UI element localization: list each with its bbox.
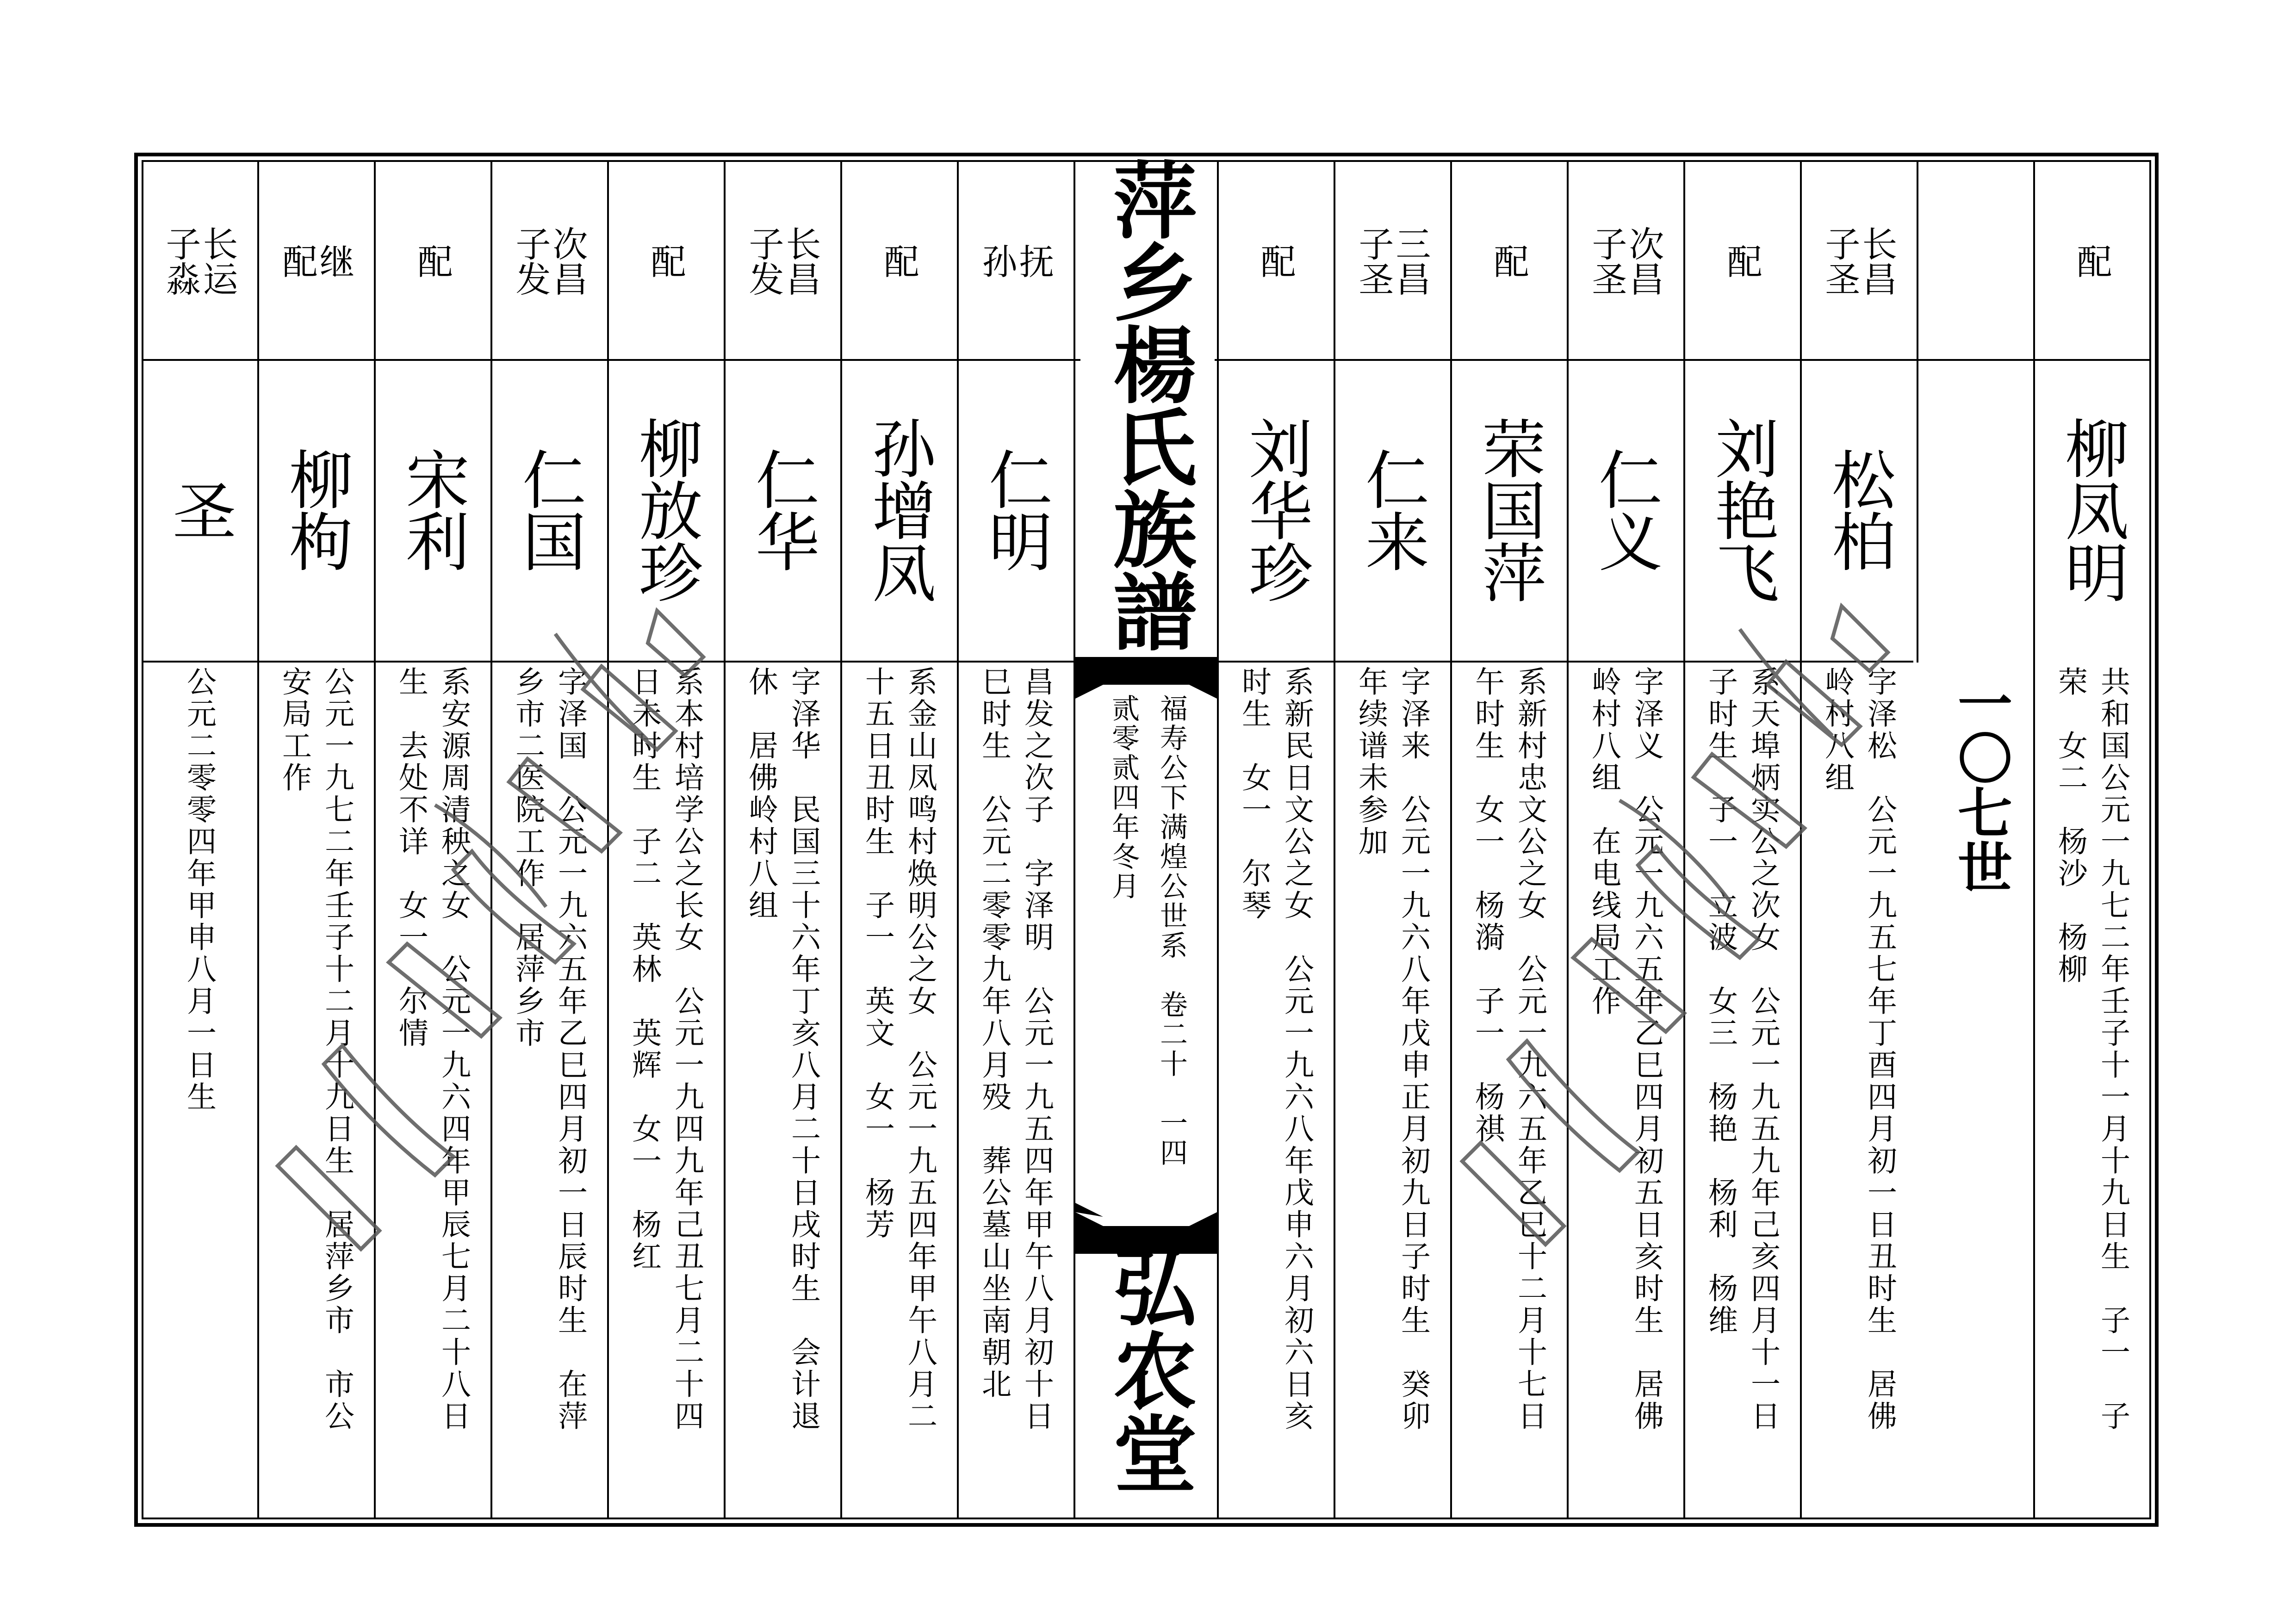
genealogy-title <box>1080 157 1215 652</box>
biography-line: 岭村八组 <box>1820 666 1854 794</box>
relation-text: 配 <box>1488 243 1529 279</box>
relation-text: 配 <box>645 243 686 279</box>
relation-cell <box>1450 162 1567 360</box>
biography-line: 休 居佛岭村八组 <box>744 666 778 922</box>
relation-text: 配 <box>277 243 318 279</box>
biography-line: 十五日丑时生 子一 英文 女一 杨芳 <box>860 666 894 1241</box>
relation-text: 继 <box>314 243 355 279</box>
hall-name-text: 弘农堂 <box>1099 1245 1196 1494</box>
relation-cell <box>1567 162 1683 360</box>
biography-line: 系安源周清秧之女 公元一九六四年甲辰七月二十八日 <box>436 666 471 1432</box>
person-name: 柳放珍 <box>628 416 703 602</box>
biography-line: 日未时生 子二 英林 英辉 女一 杨红 <box>627 666 661 1273</box>
relation-text: 三昌 <box>1390 226 1431 296</box>
person-name: 仁华 <box>745 447 819 571</box>
generation-label-text: 一〇七世 <box>1948 675 2012 894</box>
biography-line: 昌发之次子 字泽明 公元一九五四年甲午八月初十日 <box>1019 666 1054 1432</box>
biography-line: 公元一九七二年壬子十二月十九日生 居萍乡市 市公 <box>320 666 354 1432</box>
relation-cell <box>607 162 724 360</box>
biography-cell <box>957 666 1074 1518</box>
person-name: 宋利 <box>395 447 470 571</box>
relation-text: 子圣 <box>1586 226 1627 296</box>
relation-text: 抚 <box>1013 243 1055 279</box>
relation-text: 配 <box>1721 243 1762 279</box>
relation-text: 长昌 <box>1856 226 1898 296</box>
relation-cell <box>141 162 257 360</box>
person-name: 柳凤明 <box>2054 416 2129 602</box>
person-name-cell <box>141 361 257 657</box>
center-series-info <box>1080 694 1215 1203</box>
biography-line: 系天埠炳实公之次女 公元一九五九年己亥四月十一日 <box>1746 666 1780 1432</box>
biography-cell <box>2033 666 2150 1518</box>
relation-cell <box>1800 162 1917 360</box>
person-name: 柳枸 <box>279 447 353 571</box>
relation-cell <box>374 162 490 360</box>
biography-line: 字泽来 公元一九六八年戊申正月初九日子时生 癸卯 <box>1396 666 1430 1432</box>
relation-cell <box>840 162 957 360</box>
bottom-banner-notch-right <box>1189 1212 1217 1226</box>
person-name: 仁义 <box>1588 447 1663 571</box>
biography-line: 乡市二医院工作 居萍乡市 <box>510 666 545 1049</box>
relation-cell <box>257 162 374 360</box>
hall-name <box>1080 1245 1215 1527</box>
relation-text: 配 <box>1255 243 1296 279</box>
relation-cell <box>724 162 840 360</box>
person-name: 圣 <box>162 478 236 540</box>
biography-line: 午时生 女一 杨漪 子一 杨祺 <box>1470 666 1504 1145</box>
relation-text: 子圣 <box>1819 226 1861 296</box>
watermark-right <box>1425 588 1980 1272</box>
person-name-cell <box>1217 361 1334 657</box>
biography-line: 荣 女二 杨沙 杨柳 <box>2053 666 2087 985</box>
relation-cell <box>2033 162 2150 360</box>
biography-cell <box>141 666 257 1518</box>
biography-line: 系本村培学公之长女 公元一九四九年己丑七月二十四 <box>670 666 704 1432</box>
relation-text: 次昌 <box>1623 226 1664 296</box>
person-name: 刘华珍 <box>1238 416 1313 602</box>
biography-cell <box>840 666 957 1518</box>
relation-text: 子淼 <box>160 226 201 296</box>
biography-line: 共和国公元一九七二年壬子十一月十九日生 子一 子 <box>2096 666 2130 1432</box>
person-name-cell <box>840 361 957 657</box>
biography-line: 岭村八组 在电线局工作 <box>1587 666 1621 1017</box>
biography-line: 系金山凤鸣村焕明公之女 公元一九五四年甲午八月二 <box>903 666 937 1432</box>
person-name-cell <box>957 361 1074 657</box>
relation-text: 配 <box>878 243 919 279</box>
biography-line: 公元二零零四年甲申八月一日生 <box>182 666 216 1113</box>
biography-line: 字泽义 公元一九六五年乙巳四月初五日亥时生 居佛 <box>1629 666 1663 1432</box>
person-name-cell <box>2033 361 2150 657</box>
person-name: 荣国萍 <box>1471 416 1546 602</box>
relation-text: 子发 <box>510 226 551 296</box>
relation-cell <box>1683 162 1800 360</box>
person-name: 刘艳飞 <box>1705 416 1779 602</box>
person-name: 松柏 <box>1821 447 1896 571</box>
relation-text: 配 <box>2071 243 2112 279</box>
person-name: 仁国 <box>512 447 586 571</box>
top-banner-triangle <box>1075 657 1217 685</box>
biography-line: 巳时生 公元二零零九年八月殁 葬公墓山坐南朝北 <box>977 666 1011 1400</box>
biography-line: 字泽国 公元一九六五年乙巳四月初一日辰时生 在萍 <box>553 666 587 1432</box>
biography-line: 年续谱未参加 <box>1353 666 1388 858</box>
biography-line: 系新村忠文公之女 公元一九六五年乙巳十二月十七日 <box>1513 666 1547 1432</box>
relation-text: 长运 <box>197 226 238 296</box>
biography-line: 安局工作 <box>277 666 311 794</box>
relation-text: 长昌 <box>780 226 821 296</box>
date-text: 贰零贰四年冬月 <box>1107 694 1140 901</box>
biography-line: 时生 女一 尔琴 <box>1237 666 1271 922</box>
relation-text: 配 <box>412 243 453 279</box>
relation-text: 子圣 <box>1353 226 1394 296</box>
person-name: 仁来 <box>1355 447 1429 571</box>
person-name: 孙增凤 <box>862 416 936 602</box>
biography-cell <box>1217 666 1334 1518</box>
person-name: 仁明 <box>978 447 1053 571</box>
biography-line: 生 去处不详 女一 尔情 <box>394 666 428 1049</box>
relation-cell <box>957 162 1074 360</box>
genealogy-title-text: 萍乡楊氏族譜 <box>1099 157 1196 651</box>
relation-text: 孙 <box>976 243 1018 279</box>
series-text: 福寿公下满煌公世系 卷二十 一四 <box>1155 694 1188 1168</box>
biography-line: 字泽华 民国三十六年丁亥八月二十日戌时生 会计退 <box>786 666 820 1432</box>
relation-cell <box>1334 162 1450 360</box>
biography-line: 字泽松 公元一九五七年丁酉四月初一日丑时生 居佛 <box>1862 666 1897 1432</box>
relation-cell <box>490 162 607 360</box>
relation-cell <box>1917 162 2033 360</box>
relation-text: 次昌 <box>547 226 588 296</box>
biography-line: 子时生 子一 立波 女三 杨艳 杨利 杨维 <box>1703 666 1738 1337</box>
biography-line: 系新民日文公之女 公元一九六八年戊申六月初六日亥 <box>1279 666 1314 1432</box>
relation-cell <box>1217 162 1334 360</box>
watermark-left <box>241 592 796 1277</box>
relation-text: 子发 <box>743 226 784 296</box>
